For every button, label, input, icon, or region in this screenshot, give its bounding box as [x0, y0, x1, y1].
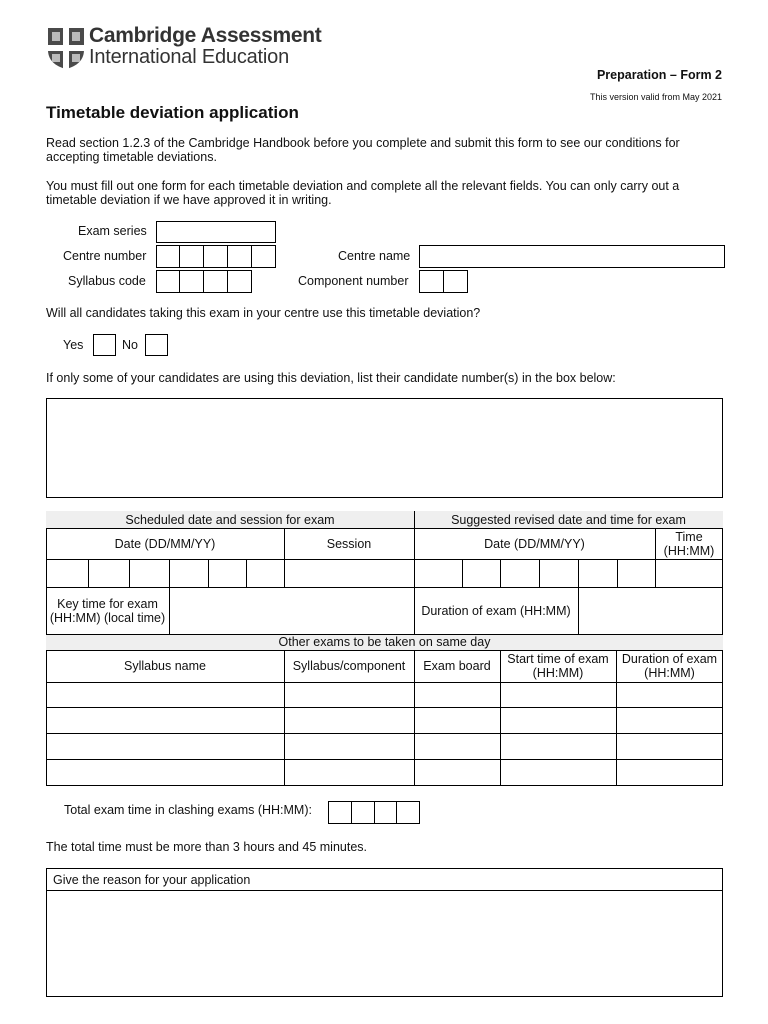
key-time-label: Key time for exam (HH:MM) (local time): [49, 596, 166, 625]
exam-series-label: Exam series: [78, 224, 147, 238]
start-time-header: Start time of exam (HH:MM): [507, 652, 609, 680]
table-rule: [169, 559, 170, 587]
component-number-digit-2[interactable]: [443, 270, 468, 293]
reason-box[interactable]: [46, 868, 723, 997]
intro-paragraph-2: You must fill out one form for each timetable deviation and complete all the relevant fields. You can only carry out a timetable deviation if we have approved it in writing.: [46, 179, 680, 207]
table-rule: [169, 587, 170, 634]
total-time-digit-4[interactable]: [396, 801, 420, 824]
table-rule: [46, 759, 723, 760]
syllabus-code-digit-2[interactable]: [179, 270, 204, 293]
org-name-line2: International Education: [89, 46, 289, 68]
scheduled-date-header: Date (DD/MM/YY): [114, 536, 216, 551]
centre-number-digit-5[interactable]: [251, 245, 276, 268]
exam-board-header: Exam board: [423, 659, 491, 673]
session-header: Session: [326, 536, 372, 551]
centre-number-digit-3[interactable]: [203, 245, 228, 268]
table-rule: [462, 559, 463, 587]
form-id: Preparation – Form 2: [596, 68, 722, 82]
centre-number-digit-4[interactable]: [227, 245, 252, 268]
table-rule: [655, 528, 656, 587]
centre-name-label: Centre name: [338, 249, 411, 263]
table-rule: [46, 707, 723, 708]
yes-checkbox[interactable]: [93, 334, 116, 356]
org-name-line1: Cambridge Assessment: [89, 24, 322, 47]
centre-number-digit-2[interactable]: [179, 245, 204, 268]
table-rule: [617, 559, 618, 587]
table-rule: [208, 559, 209, 587]
yes-label: Yes: [63, 338, 84, 352]
syllabus-code-label: Syllabus code: [68, 274, 146, 288]
table-rule: [46, 890, 723, 891]
all-candidates-question: Will all candidates taking this exam in your centre use this timetable deviation?: [46, 306, 481, 320]
syllabus-code-digit-4[interactable]: [227, 270, 252, 293]
duration-header: Duration of exam (HH:MM): [621, 652, 718, 680]
table-rule: [539, 559, 540, 587]
validity-note: This version valid from May 2021: [589, 92, 722, 102]
other-exams-header: Other exams to be taken on same day: [278, 635, 491, 649]
table-rule: [578, 587, 579, 634]
table-rule: [616, 650, 617, 786]
table-rule: [88, 559, 89, 587]
total-time-note: The total time must be more than 3 hours and 45 minutes.: [46, 840, 368, 854]
centre-number-digit-1[interactable]: [156, 245, 180, 268]
total-time-digit-1[interactable]: [328, 801, 352, 824]
intro-paragraph-1: Read section 1.2.3 of the Cambridge Handbook before you complete and submit this form to see our conditions for accepting timetable deviations.: [46, 136, 680, 164]
centre-number-label: Centre number: [63, 249, 147, 263]
table-rule: [500, 559, 501, 587]
centre-name-field[interactable]: [419, 245, 725, 268]
syllabus-code-digit-1[interactable]: [156, 270, 180, 293]
candidates-prompt: If only some of your candidates are using this deviation, list their candidate number(s) in the box below:: [46, 371, 616, 385]
candidate-numbers-box[interactable]: [46, 398, 723, 498]
page-title: Timetable deviation application: [46, 103, 299, 122]
component-number-label: Component number: [298, 274, 409, 288]
syllabus-code-digit-3[interactable]: [203, 270, 228, 293]
no-checkbox[interactable]: [145, 334, 168, 356]
syllabus-component-header: Syllabus/component: [292, 659, 406, 673]
table-rule: [246, 559, 247, 587]
table-rule: [578, 559, 579, 587]
component-number-digit-1[interactable]: [419, 270, 444, 293]
total-time-digit-3[interactable]: [374, 801, 397, 824]
table-rule: [46, 733, 723, 734]
no-label: No: [122, 338, 138, 352]
exam-series-field[interactable]: [156, 221, 276, 243]
table-rule: [46, 682, 723, 683]
syllabus-name-header: Syllabus name: [124, 659, 206, 673]
table-rule: [46, 559, 723, 560]
total-time-label: Total exam time in clashing exams (HH:MM):: [64, 803, 312, 817]
cambridge-shield-logo: [46, 26, 86, 70]
table-rule: [500, 650, 501, 786]
total-time-digit-2[interactable]: [351, 801, 375, 824]
suggested-header: Suggested revised date and time for exam: [451, 512, 686, 527]
revised-time-header: Time (HH:MM): [663, 529, 715, 558]
revised-date-header: Date (DD/MM/YY): [484, 536, 585, 551]
table-rule: [129, 559, 130, 587]
duration-label: Duration of exam (HH:MM): [421, 603, 571, 618]
scheduled-header: Scheduled date and session for exam: [125, 512, 335, 527]
reason-label: Give the reason for your application: [53, 873, 251, 887]
